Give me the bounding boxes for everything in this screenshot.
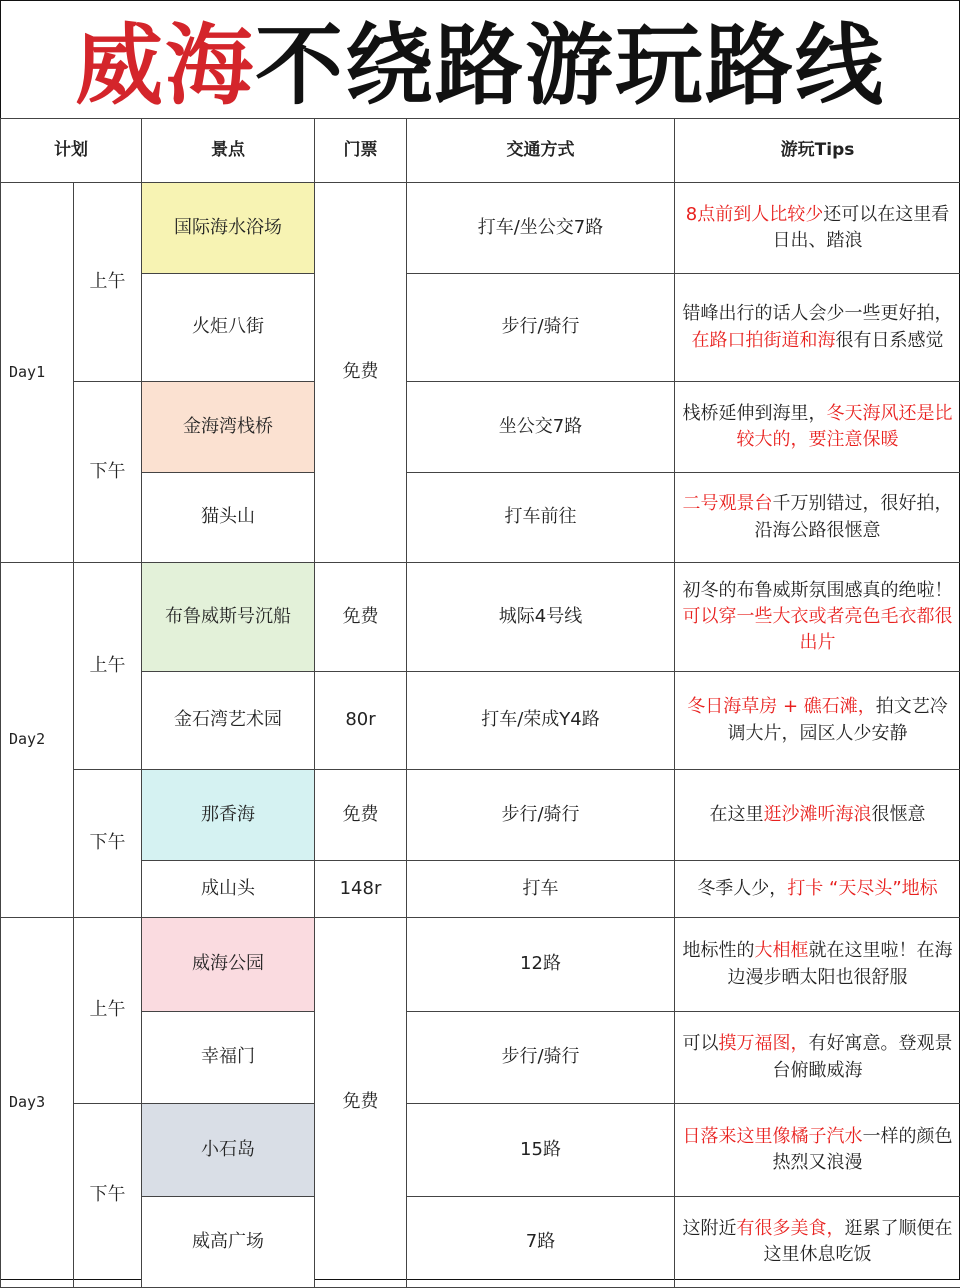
transport-cell: 打车 [407,861,675,918]
tip-text: 就在这里啦！在海边漫步晒太阳也很舒服 [728,940,953,987]
spot-cell [142,1104,315,1197]
tip-text: 很惬意 [872,804,926,825]
tip-text: 千万别错过，很好拍，沿海公路很惬意 [755,493,953,540]
table-row [1,1104,960,1197]
spot-name: 那香海 [201,804,255,825]
spot-cell [142,563,315,672]
tip-text: 地标性的 [683,940,755,961]
tip-highlight-text: 冬天海风还是比较大的，要注意保暖 [737,403,953,450]
tips-cell [675,274,960,382]
tip-text: 一样的颜色热烈又浪漫 [773,1126,953,1173]
tips-cell [675,1104,960,1197]
tip-highlight-text: 二号观景台 [683,493,773,514]
table-row [1,918,960,1012]
tip-text: 错峰出行的话人会少一些更好拍， [683,303,953,324]
spot-name: 幸福门 [201,1046,255,1067]
transport-cell: 打车/荣成Y4路 [407,672,675,770]
tips-cell [675,183,960,274]
transport-cell: 坐公交7路 [407,382,675,473]
period-label: 上午 [74,918,142,1104]
tip-text: 还可以在这里看日出、踏浪 [773,204,950,251]
tips-cell [675,563,960,672]
tip-text: 在这里 [710,804,764,825]
tips-cell [675,1012,960,1104]
page-title [0,0,960,118]
header-transport: 交通方式 [407,119,675,183]
transport-cell: 步行/骑行 [407,274,675,382]
transport-cell: 打车前往 [407,473,675,563]
header-tips: 游玩Tips [675,119,960,183]
tips-cell [675,861,960,918]
spot-name: 金海湾栈桥 [183,416,273,437]
header-row [1,119,960,183]
table-row [1,1197,960,1288]
spot-cell [142,770,315,861]
table-row [1,770,960,861]
spot-name: 国际海水浴场 [174,217,282,238]
table-row [1,672,960,770]
tip-text: 拍文艺冷调大片，园区人少安静 [728,696,948,743]
ticket-cell: 80r [315,672,407,770]
tips-cell [675,918,960,1012]
itinerary-table [0,118,960,1288]
header-spot: 景点 [142,119,315,183]
spot-cell [142,672,315,770]
spot-cell [142,183,315,274]
header-plan: 计划 [1,119,142,183]
period-label: 上午 [74,563,142,770]
header-ticket: 门票 [315,119,407,183]
tips-cell [675,473,960,563]
transport-cell: 城际4号线 [407,563,675,672]
table-row [1,183,960,274]
transport-cell: 7路 [407,1197,675,1288]
tip-text: 逛累了顺便在这里休息吃饭 [764,1218,953,1265]
tip-text: 有好寓意。登观景台俯瞰威海 [773,1033,953,1080]
table-row [1,382,960,473]
table-row [1,1012,960,1104]
day-label: Day2 [1,563,74,918]
ticket-cell: 148r [315,861,407,918]
transport-cell: 12路 [407,918,675,1012]
ticket-cell: 免费 [315,918,407,1288]
day-label: Day3 [1,918,74,1288]
spot-cell [142,861,315,918]
tip-highlight-text: 在路口拍街道和海 [692,330,836,351]
tip-text: 很有日系感觉 [836,330,944,351]
spot-cell [142,274,315,382]
tip-highlight-text: 逛沙滩听海浪 [764,804,872,825]
tip-text: 这附近 [683,1218,737,1239]
tip-highlight-text: 8点前到人比较少 [686,204,823,225]
spot-name: 火炬八街 [192,316,264,337]
ticket-cell: 免费 [315,183,407,563]
tip-text: 初冬的布鲁威斯氛围感真的绝啦！ [683,580,953,601]
period-label: 上午 [74,183,142,382]
day-label: Day1 [1,183,74,563]
spot-cell [142,918,315,1012]
transport-cell: 步行/骑行 [407,1012,675,1104]
table-row [1,861,960,918]
transport-cell: 打车/坐公交7路 [407,183,675,274]
table-row [1,274,960,382]
title-highlight: 威海 [75,0,255,122]
tip-highlight-text: 冬日海草房 + 礁石滩， [687,696,876,717]
table-row [1,473,960,563]
period-label: 下午 [74,770,142,918]
tips-cell [675,1197,960,1288]
spot-cell [142,1197,315,1288]
tip-text: 可以 [683,1033,719,1054]
spot-cell [142,382,315,473]
ticket-cell: 免费 [315,563,407,672]
tip-highlight-text: 有很多美食， [737,1218,845,1239]
spot-name: 威海公园 [192,953,264,974]
spot-cell [142,1012,315,1104]
period-label: 下午 [74,382,142,563]
tip-highlight-text: 日落来这里像橘子汽水 [683,1126,863,1147]
spot-name: 小石岛 [201,1139,255,1160]
table-row [1,563,960,672]
tips-cell [675,672,960,770]
spot-name: 布鲁威斯号沉船 [165,606,291,627]
spot-name: 成山头 [201,878,255,899]
tip-highlight-text: 可以穿一些大衣或者亮色毛衣都很出片 [683,606,953,653]
tips-cell [675,770,960,861]
title-main: 不绕路游玩路线 [255,0,885,122]
tip-text: 冬季人少， [697,878,787,899]
spot-name: 猫头山 [201,506,255,527]
transport-cell: 步行/骑行 [407,770,675,861]
spot-cell [142,473,315,563]
period-label: 下午 [74,1104,142,1288]
tip-text: 栈桥延伸到海里， [683,403,827,424]
tip-highlight-text: 大相框 [755,940,809,961]
spot-name: 威高广场 [192,1231,264,1252]
tip-highlight-text: 摸万福图， [719,1033,809,1054]
ticket-cell: 免费 [315,770,407,861]
tip-highlight-text: 打卡 “天尽头”地标 [787,878,937,899]
transport-cell: 15路 [407,1104,675,1197]
tips-cell [675,382,960,473]
spot-name: 金石湾艺术园 [174,709,282,730]
